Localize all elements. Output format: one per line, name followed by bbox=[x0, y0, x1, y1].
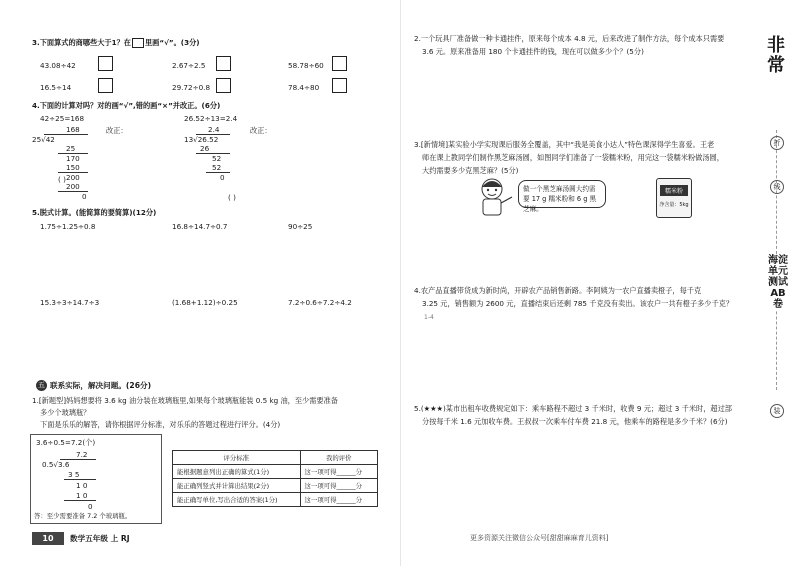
q3-answer-box-1[interactable] bbox=[98, 56, 113, 71]
scoring-eval-2[interactable]: 这一项可得______分 bbox=[300, 479, 377, 493]
brand-logo: 非常 bbox=[767, 35, 785, 76]
q3-item-6: 78.4÷80 bbox=[288, 83, 320, 92]
q3-answer-box-6[interactable] bbox=[332, 78, 347, 93]
q3-item-5: 29.72÷0.8 bbox=[172, 83, 211, 92]
binding-ring-2: 线 bbox=[770, 180, 784, 194]
p1-work-quotient: 7.2 bbox=[76, 450, 88, 459]
q4a-step-3: 150 bbox=[66, 163, 80, 172]
right-page bbox=[400, 0, 800, 566]
q5-expr-5: (1.68+1.12)÷0.25 bbox=[172, 298, 238, 307]
q3-title-box bbox=[132, 38, 144, 48]
q3-title-text: 3.下面算式的商哪些大于1？在 bbox=[32, 38, 131, 47]
q4b-step-4: 0 bbox=[220, 173, 225, 182]
table-row bbox=[173, 479, 378, 493]
q3-answer-box-4[interactable] bbox=[98, 78, 113, 93]
q3-item-1: 43.08÷42 bbox=[40, 61, 76, 70]
q5-title: 5.脱式计算。(能简算的要简算)(12分) bbox=[32, 208, 157, 217]
q3-item-2: 2.67÷2.5 bbox=[172, 61, 206, 70]
scoring-table-header bbox=[173, 451, 378, 465]
q3-title-tail: 里画“√”。(3分) bbox=[144, 38, 200, 47]
section-number-badge: 五 bbox=[38, 381, 45, 389]
footer-promo: 更多资源关注微信公众号[甜甜麻麻育儿资料] bbox=[470, 534, 609, 542]
p2-line-2: 3.6 元。原来准备用 180 个卡通挂件的钱，现在可以做多少个？(5分) bbox=[422, 47, 644, 56]
q5-expr-6: 7.2÷0.6÷7.2÷4.2 bbox=[288, 298, 352, 307]
q5-expr-3: 90÷25 bbox=[288, 222, 313, 231]
student-work-box bbox=[30, 434, 162, 524]
flour-bag-weight: 净含量：5kg bbox=[659, 202, 689, 208]
flour-bag-illustration bbox=[656, 178, 692, 218]
p1-work-rule-2 bbox=[64, 500, 96, 501]
binding-ring-3: 装 bbox=[770, 404, 784, 418]
q4b-step-2: 52 bbox=[212, 154, 222, 163]
p1-work-step-4: 0 bbox=[88, 502, 93, 511]
q3-title bbox=[32, 38, 200, 48]
q3-item-4: 16.5÷14 bbox=[40, 83, 72, 92]
p1-work-answer: 答：至少需要准备 7.2 个玻璃瓶。 bbox=[34, 512, 132, 520]
q4b-dividend: 13√26.52 bbox=[184, 135, 219, 144]
scoring-header-evaluation: 我的评价 bbox=[300, 451, 377, 465]
p5-line-1: 5.(★★★)某市出租车收费规定如下：乘车路程不超过 3 千米时，收费 9 元；超过 3 千米时，超过部 bbox=[414, 404, 732, 413]
scoring-criteria-1: 能根据题意列出正确的算式(1分) bbox=[173, 465, 301, 479]
child-illustration bbox=[470, 175, 514, 219]
p5-line-2: 分按每千米 1.6 元加收车费。王叔叔一次乘车付车费 21.8 元，他乘车的路程是多少千米？(6分) bbox=[422, 417, 728, 426]
p1-line-1: 1.[新题型]妈妈想要将 3.6 kg 油分装在玻璃瓶里,如果每个玻璃瓶能装 0.5 kg 油，至少需要准备 bbox=[32, 396, 338, 405]
section-title: 联系实际，解决问题。(26分) bbox=[50, 381, 152, 390]
q4b-judge-paren[interactable]: ( ) bbox=[228, 193, 236, 202]
speech-bubble: 做一个黑芝麻汤圆大约需要 17 g 糯米粉和 6 g 黑芝麻。 bbox=[518, 180, 606, 208]
q4-title: 4.下面的计算对吗？对的画“√”,错的画“×”并改正。(6分) bbox=[32, 101, 221, 110]
q3-answer-box-5[interactable] bbox=[216, 78, 231, 93]
q4b-rule-2 bbox=[206, 172, 230, 173]
p4-stamp: 1-4 bbox=[424, 314, 434, 321]
q5-expr-1: 1.75÷1.25÷0.8 bbox=[40, 222, 96, 231]
flour-bag-label: 糯米粉 bbox=[660, 185, 688, 196]
p1-work-step-2: 1 0 bbox=[76, 481, 88, 490]
scoring-eval-1[interactable]: 这一项可得______分 bbox=[300, 465, 377, 479]
q4a-step-2: 170 bbox=[66, 154, 80, 163]
p1-work-step-3: 1 0 bbox=[76, 491, 88, 500]
table-row bbox=[173, 465, 378, 479]
p1-work-equation: 3.6÷0.5=7.2(个) bbox=[36, 438, 96, 447]
q3-item-3: 58.78÷60 bbox=[288, 61, 324, 70]
q4a-step-1: 25 bbox=[66, 144, 76, 153]
q4b-quotient: 2.4 bbox=[208, 125, 220, 134]
binding-ring-1: 折 bbox=[770, 136, 784, 150]
table-row bbox=[173, 493, 378, 507]
q3-answer-box-2[interactable] bbox=[216, 56, 231, 71]
p1-work-dividend: 0.5√3.6 bbox=[42, 460, 70, 469]
q4a-fix-label: 改正： bbox=[106, 126, 128, 135]
q4b-step-3: 52 bbox=[212, 163, 222, 172]
q4b-equation: 26.52÷13=2.4 bbox=[184, 114, 238, 123]
series-title: 海淀单元测试AB卷 bbox=[768, 255, 788, 310]
q5-expr-4: 15.3÷3÷14.7÷3 bbox=[40, 298, 100, 307]
scoring-eval-3[interactable]: 这一项可得______分 bbox=[300, 493, 377, 507]
q4b-fix-label: 改正： bbox=[250, 126, 272, 135]
q4a-judge-paren[interactable]: ( ) bbox=[58, 175, 66, 184]
scoring-criteria-3: 能正确写单位,写出合适的答案(1分) bbox=[173, 493, 301, 507]
q4a-step-5: 200 bbox=[66, 182, 80, 191]
q4a-step-6: 0 bbox=[82, 192, 87, 201]
q4a-dividend: 25√42 bbox=[32, 135, 55, 144]
page-number: 10 bbox=[32, 532, 64, 545]
scoring-table bbox=[172, 450, 378, 507]
scoring-header-criteria: 评分标准 bbox=[173, 451, 301, 465]
p3-line-2: 师在课上教同学们制作黑芝麻汤圆，如图同学们准备了一袋糯米粉，用完这一袋糯米粉做汤圆， bbox=[422, 153, 724, 162]
p3-line-1: 3.[新情境]某实验小学实现课后服务全覆盖，其中“我是美食小达人”特色课深得学生喜爱。王老 bbox=[414, 140, 715, 149]
p1-work-rule-1 bbox=[64, 479, 96, 480]
q4a-equation: 42÷25=168 bbox=[40, 114, 85, 123]
p3-line-3: 大约需要多少克黑芝麻？(5分) bbox=[422, 166, 519, 175]
q4a-step-4: 200 bbox=[66, 173, 80, 182]
p2-line-1: 2.一个玩具厂准备做一种卡通挂件，原来每个成本 4.8 元，后来改进了制作方法，每个成本只需要 bbox=[414, 34, 725, 43]
p1-work-step-1: 3 5 bbox=[68, 470, 80, 479]
q5-expr-2: 16.8÷14.7÷0.7 bbox=[172, 222, 228, 231]
q4b-step-1: 26 bbox=[200, 144, 210, 153]
p4-line-2: 3.25 元，销售额为 2600 元，直播结束后还剩 785 千克没有卖出。该农户一共有橙子多少千克？ bbox=[422, 299, 734, 308]
p1-line-3: 下面是乐乐的解答，请你根据评分标准，对乐乐的答题过程进行评分。(4分) bbox=[40, 420, 281, 429]
footer-subject: 数学五年级 上 RJ bbox=[70, 534, 130, 543]
p1-line-2: 多少个玻璃瓶？ bbox=[40, 408, 91, 417]
p4-line-1: 4.农产品直播带货成为新时尚，开辟农产品销售新路。李阿姨为一农户直播卖橙子，每千克 bbox=[414, 286, 702, 295]
scoring-criteria-2: 能正确列竖式并计算出结果(2分) bbox=[173, 479, 301, 493]
q4a-quotient: 168 bbox=[66, 125, 80, 134]
q3-answer-box-3[interactable] bbox=[332, 56, 347, 71]
